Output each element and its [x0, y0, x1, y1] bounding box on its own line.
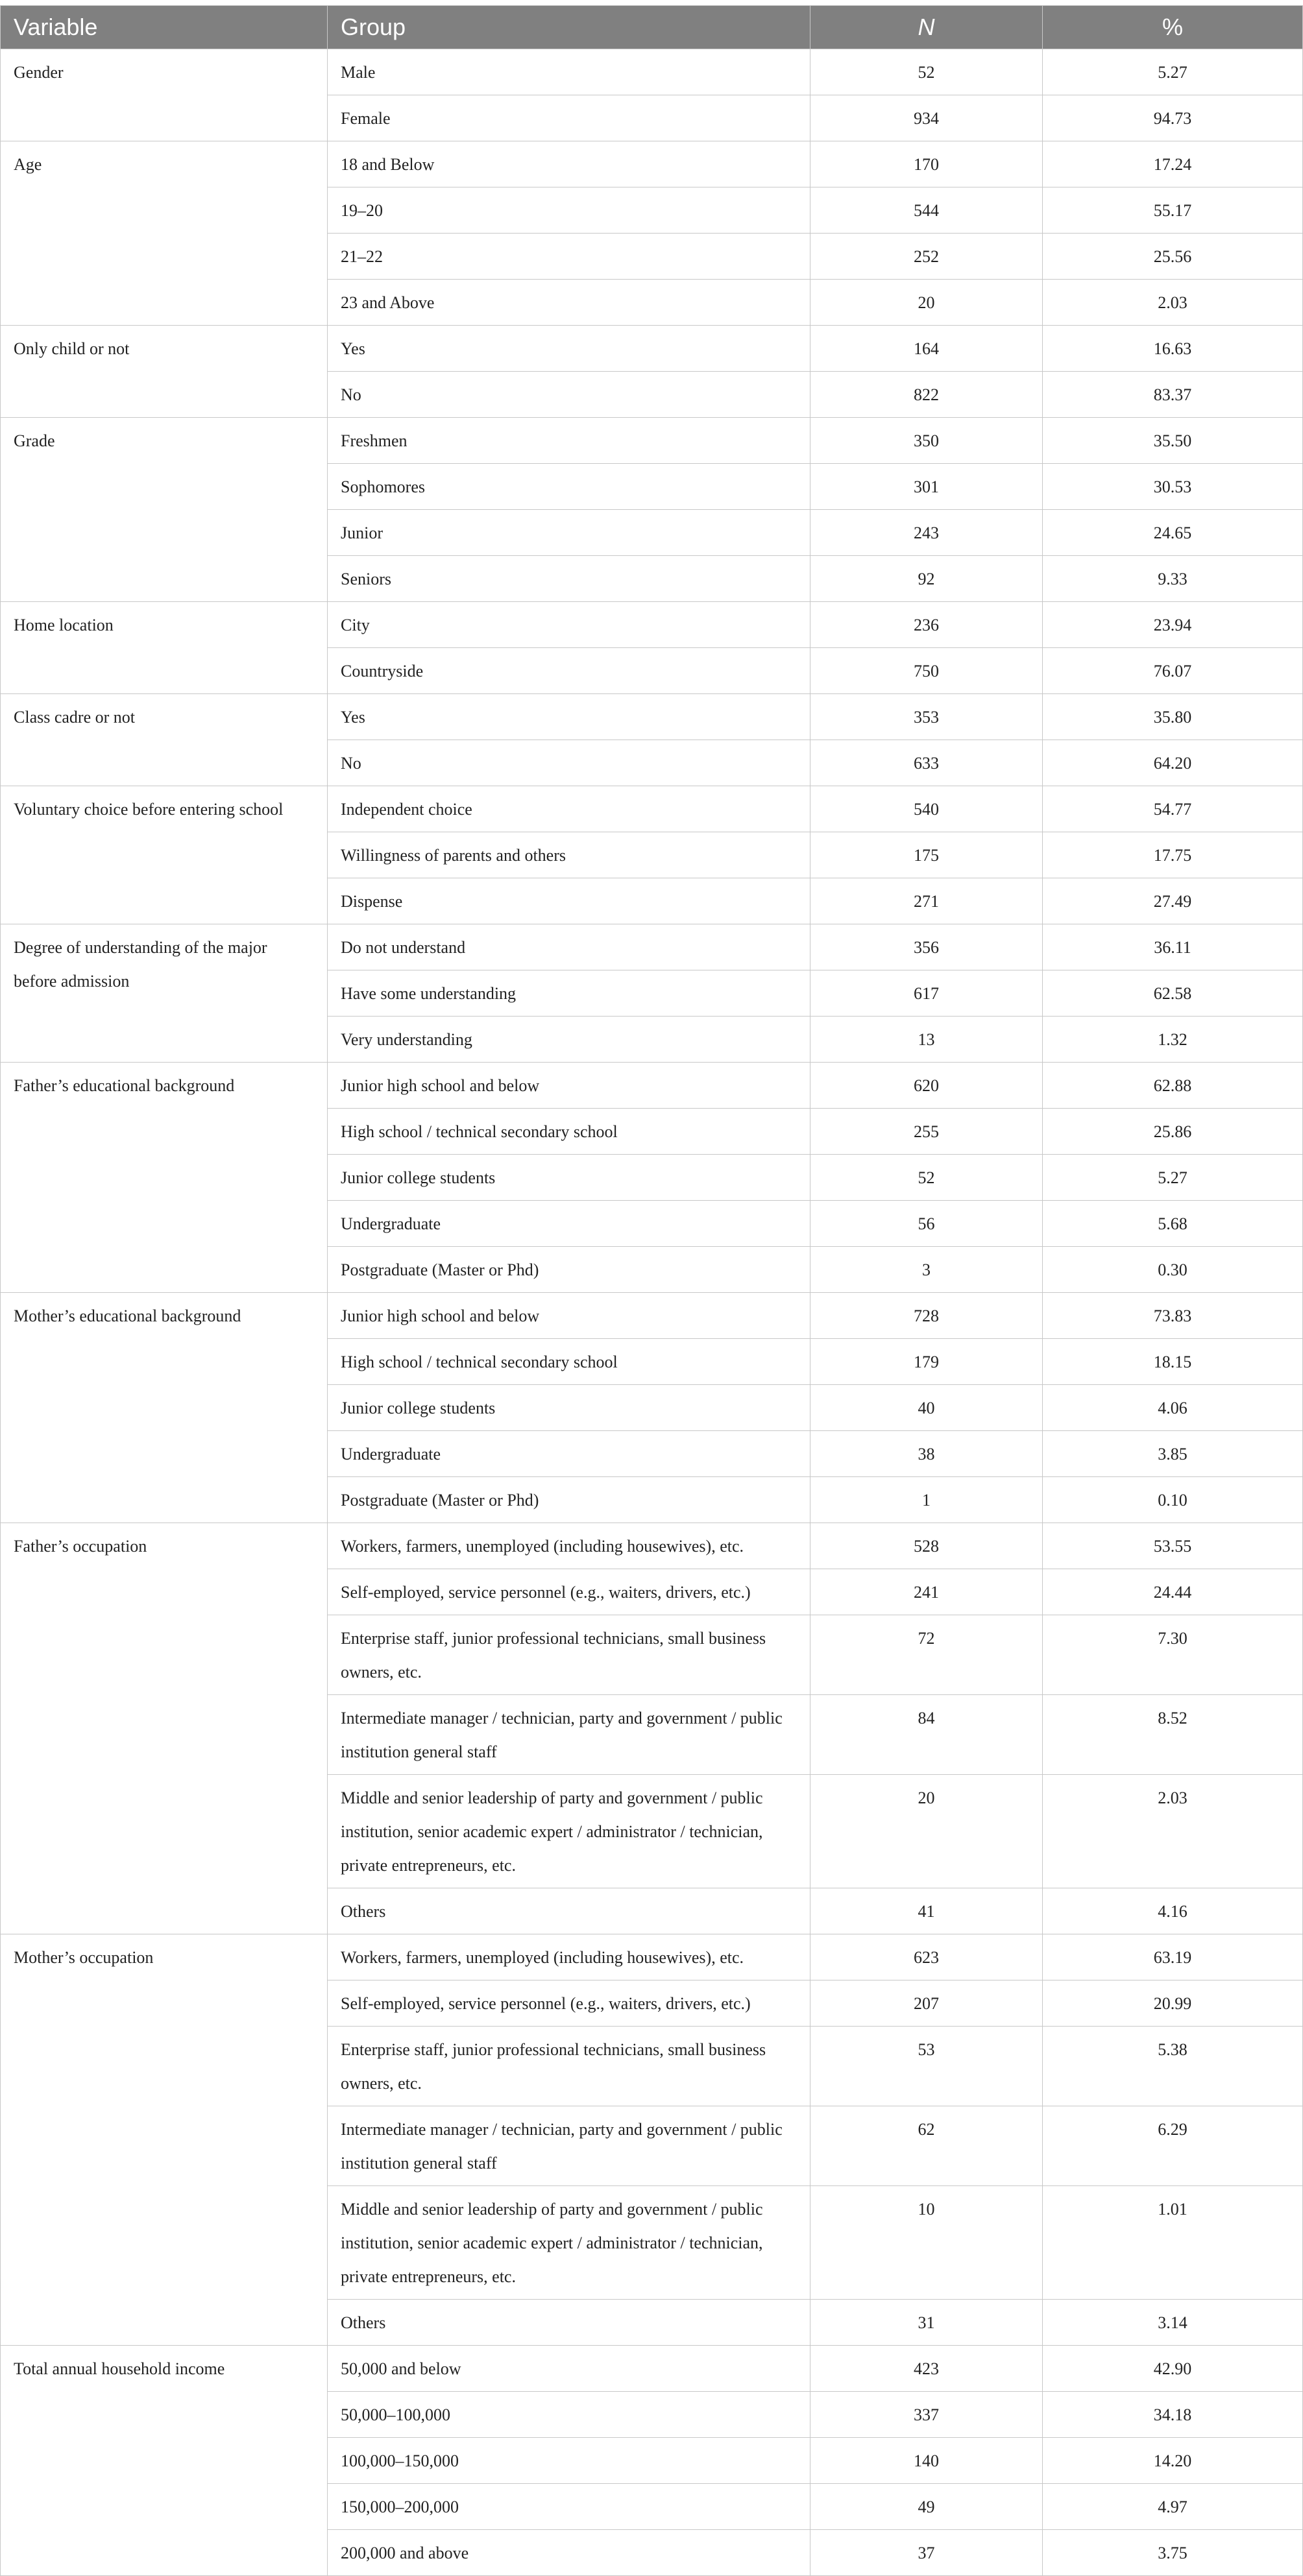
count-cell: 243 — [810, 510, 1043, 556]
group-cell: Undergraduate — [328, 1201, 810, 1247]
table-row — [1, 1523, 1303, 1569]
percent-cell: 1.32 — [1043, 1017, 1303, 1063]
variable-cell: Total annual household income — [1, 2346, 328, 2576]
group-cell: Independent choice — [328, 786, 810, 832]
percent-cell: 64.20 — [1043, 740, 1303, 786]
count-cell: 728 — [810, 1293, 1043, 1339]
group-cell: Enterprise staff, junior professional technicians, small business owners, etc. — [328, 1615, 810, 1695]
percent-cell: 23.94 — [1043, 602, 1303, 648]
count-cell: 13 — [810, 1017, 1043, 1063]
table-row — [1, 786, 1303, 832]
percent-cell: 7.30 — [1043, 1615, 1303, 1695]
count-cell: 84 — [810, 1695, 1043, 1775]
group-cell: Junior high school and below — [328, 1293, 810, 1339]
count-cell: 31 — [810, 2300, 1043, 2346]
percent-cell: 3.75 — [1043, 2530, 1303, 2576]
group-cell: Middle and senior leadership of party and government / public institution, senior academic expert / administrator / technician, private entrepreneurs, etc. — [328, 1775, 810, 1888]
header-variable: Variable — [1, 6, 328, 49]
group-cell: Yes — [328, 694, 810, 740]
group-cell: No — [328, 372, 810, 418]
count-cell: 207 — [810, 1980, 1043, 2027]
percent-cell: 76.07 — [1043, 648, 1303, 694]
group-cell: 50,000–100,000 — [328, 2392, 810, 2438]
count-cell: 179 — [810, 1339, 1043, 1385]
count-cell: 38 — [810, 1431, 1043, 1477]
table-row — [1, 141, 1303, 187]
group-cell: Undergraduate — [328, 1431, 810, 1477]
count-cell: 20 — [810, 280, 1043, 326]
count-cell: 53 — [810, 2027, 1043, 2106]
percent-cell: 42.90 — [1043, 2346, 1303, 2392]
variable-cell: Age — [1, 141, 328, 326]
group-cell: Countryside — [328, 648, 810, 694]
count-cell: 544 — [810, 187, 1043, 234]
table-row — [1, 1934, 1303, 1980]
group-cell: 150,000–200,000 — [328, 2484, 810, 2530]
percent-cell: 83.37 — [1043, 372, 1303, 418]
percent-cell: 16.63 — [1043, 326, 1303, 372]
group-cell: High school / technical secondary school — [328, 1109, 810, 1155]
group-cell: Seniors — [328, 556, 810, 602]
group-cell: Intermediate manager / technician, party and government / public institution general staff — [328, 1695, 810, 1775]
group-cell: 18 and Below — [328, 141, 810, 187]
percent-cell: 4.06 — [1043, 1385, 1303, 1431]
group-cell: Others — [328, 1888, 810, 1934]
count-cell: 52 — [810, 1155, 1043, 1201]
percent-cell: 4.16 — [1043, 1888, 1303, 1934]
count-cell: 934 — [810, 95, 1043, 141]
group-cell: Dispense — [328, 878, 810, 924]
group-cell: Freshmen — [328, 418, 810, 464]
variable-cell: Home location — [1, 602, 328, 694]
count-cell: 56 — [810, 1201, 1043, 1247]
group-cell: Yes — [328, 326, 810, 372]
percent-cell: 18.15 — [1043, 1339, 1303, 1385]
header-row — [1, 6, 1303, 49]
group-cell: No — [328, 740, 810, 786]
table-container — [0, 5, 1302, 2576]
percent-cell: 20.99 — [1043, 1980, 1303, 2027]
table-row — [1, 602, 1303, 648]
table-row — [1, 49, 1303, 95]
percent-cell: 27.49 — [1043, 878, 1303, 924]
table-row — [1, 2346, 1303, 2392]
percent-cell: 5.68 — [1043, 1201, 1303, 1247]
group-cell: City — [328, 602, 810, 648]
percent-cell: 30.53 — [1043, 464, 1303, 510]
count-cell: 241 — [810, 1569, 1043, 1615]
count-cell: 633 — [810, 740, 1043, 786]
percent-cell: 36.11 — [1043, 924, 1303, 970]
count-cell: 164 — [810, 326, 1043, 372]
group-cell: Junior high school and below — [328, 1063, 810, 1109]
group-cell: 19–20 — [328, 187, 810, 234]
group-cell: 23 and Above — [328, 280, 810, 326]
count-cell: 255 — [810, 1109, 1043, 1155]
group-cell: Very understanding — [328, 1017, 810, 1063]
count-cell: 49 — [810, 2484, 1043, 2530]
percent-cell: 3.14 — [1043, 2300, 1303, 2346]
count-cell: 3 — [810, 1247, 1043, 1293]
percent-cell: 5.27 — [1043, 49, 1303, 95]
group-cell: Willingness of parents and others — [328, 832, 810, 878]
variable-cell: Gender — [1, 49, 328, 141]
count-cell: 540 — [810, 786, 1043, 832]
count-cell: 350 — [810, 418, 1043, 464]
variable-cell: Degree of understanding of the major before admission — [1, 924, 328, 1063]
count-cell: 40 — [810, 1385, 1043, 1431]
percent-cell: 8.52 — [1043, 1695, 1303, 1775]
group-cell: Intermediate manager / technician, party and government / public institution general staff — [328, 2106, 810, 2186]
count-cell: 353 — [810, 694, 1043, 740]
percent-cell: 14.20 — [1043, 2438, 1303, 2484]
header-group: Group — [328, 6, 810, 49]
percent-cell: 63.19 — [1043, 1934, 1303, 1980]
table-row — [1, 418, 1303, 464]
percent-cell: 25.56 — [1043, 234, 1303, 280]
table-row — [1, 924, 1303, 970]
percent-cell: 35.50 — [1043, 418, 1303, 464]
count-cell: 423 — [810, 2346, 1043, 2392]
count-cell: 822 — [810, 372, 1043, 418]
group-cell: Others — [328, 2300, 810, 2346]
count-cell: 620 — [810, 1063, 1043, 1109]
count-cell: 617 — [810, 970, 1043, 1017]
count-cell: 252 — [810, 234, 1043, 280]
count-cell: 175 — [810, 832, 1043, 878]
group-cell: Do not understand — [328, 924, 810, 970]
variable-cell: Father’s educational background — [1, 1063, 328, 1293]
count-cell: 356 — [810, 924, 1043, 970]
percent-cell: 2.03 — [1043, 1775, 1303, 1888]
count-cell: 623 — [810, 1934, 1043, 1980]
percent-cell: 62.88 — [1043, 1063, 1303, 1109]
percent-cell: 54.77 — [1043, 786, 1303, 832]
demographics-table — [0, 5, 1303, 2576]
percent-cell: 94.73 — [1043, 95, 1303, 141]
percent-cell: 17.24 — [1043, 141, 1303, 187]
count-cell: 170 — [810, 141, 1043, 187]
group-cell: Junior — [328, 510, 810, 556]
group-cell: Workers, farmers, unemployed (including housewives), etc. — [328, 1523, 810, 1569]
count-cell: 20 — [810, 1775, 1043, 1888]
group-cell: 200,000 and above — [328, 2530, 810, 2576]
group-cell: Self-employed, service personnel (e.g., waiters, drivers, etc.) — [328, 1980, 810, 2027]
percent-cell: 73.83 — [1043, 1293, 1303, 1339]
percent-cell: 0.10 — [1043, 1477, 1303, 1523]
group-cell: Female — [328, 95, 810, 141]
count-cell: 528 — [810, 1523, 1043, 1569]
table-row — [1, 1293, 1303, 1339]
count-cell: 37 — [810, 2530, 1043, 2576]
percent-cell: 0.30 — [1043, 1247, 1303, 1293]
count-cell: 301 — [810, 464, 1043, 510]
group-cell: Enterprise staff, junior professional technicians, small business owners, etc. — [328, 2027, 810, 2106]
count-cell: 140 — [810, 2438, 1043, 2484]
group-cell: Postgraduate (Master or Phd) — [328, 1247, 810, 1293]
group-cell: 21–22 — [328, 234, 810, 280]
table-row — [1, 1063, 1303, 1109]
group-cell: Junior college students — [328, 1385, 810, 1431]
count-cell: 1 — [810, 1477, 1043, 1523]
header-n: N — [810, 6, 1043, 49]
count-cell: 750 — [810, 648, 1043, 694]
group-cell: Have some understanding — [328, 970, 810, 1017]
table-body — [1, 49, 1303, 2576]
count-cell: 271 — [810, 878, 1043, 924]
percent-cell: 17.75 — [1043, 832, 1303, 878]
percent-cell: 4.97 — [1043, 2484, 1303, 2530]
percent-cell: 34.18 — [1043, 2392, 1303, 2438]
header-percent: % — [1043, 6, 1303, 49]
variable-cell: Class cadre or not — [1, 694, 328, 786]
count-cell: 62 — [810, 2106, 1043, 2186]
group-cell: High school / technical secondary school — [328, 1339, 810, 1385]
variable-cell: Father’s occupation — [1, 1523, 328, 1934]
group-cell: Middle and senior leadership of party and government / public institution, senior academic expert / administrator / technician, private entrepreneurs, etc. — [328, 2186, 810, 2300]
percent-cell: 9.33 — [1043, 556, 1303, 602]
group-cell: Postgraduate (Master or Phd) — [328, 1477, 810, 1523]
percent-cell: 24.65 — [1043, 510, 1303, 556]
percent-cell: 1.01 — [1043, 2186, 1303, 2300]
group-cell: 100,000–150,000 — [328, 2438, 810, 2484]
variable-cell: Grade — [1, 418, 328, 602]
variable-cell: Mother’s occupation — [1, 1934, 328, 2346]
percent-cell: 24.44 — [1043, 1569, 1303, 1615]
percent-cell: 55.17 — [1043, 187, 1303, 234]
percent-cell: 2.03 — [1043, 280, 1303, 326]
variable-cell: Only child or not — [1, 326, 328, 418]
group-cell: Workers, farmers, unemployed (including housewives), etc. — [328, 1934, 810, 1980]
percent-cell: 3.85 — [1043, 1431, 1303, 1477]
group-cell: Junior college students — [328, 1155, 810, 1201]
group-cell: Male — [328, 49, 810, 95]
percent-cell: 5.27 — [1043, 1155, 1303, 1201]
group-cell: 50,000 and below — [328, 2346, 810, 2392]
count-cell: 337 — [810, 2392, 1043, 2438]
count-cell: 72 — [810, 1615, 1043, 1695]
percent-cell: 5.38 — [1043, 2027, 1303, 2106]
percent-cell: 62.58 — [1043, 970, 1303, 1017]
table-row — [1, 694, 1303, 740]
percent-cell: 53.55 — [1043, 1523, 1303, 1569]
count-cell: 52 — [810, 49, 1043, 95]
variable-cell: Voluntary choice before entering school — [1, 786, 328, 924]
count-cell: 92 — [810, 556, 1043, 602]
table-row — [1, 326, 1303, 372]
percent-cell: 6.29 — [1043, 2106, 1303, 2186]
table-header — [1, 6, 1303, 49]
percent-cell: 25.86 — [1043, 1109, 1303, 1155]
group-cell: Self-employed, service personnel (e.g., waiters, drivers, etc.) — [328, 1569, 810, 1615]
variable-cell: Mother’s educational background — [1, 1293, 328, 1523]
group-cell: Sophomores — [328, 464, 810, 510]
count-cell: 10 — [810, 2186, 1043, 2300]
percent-cell: 35.80 — [1043, 694, 1303, 740]
count-cell: 41 — [810, 1888, 1043, 1934]
count-cell: 236 — [810, 602, 1043, 648]
